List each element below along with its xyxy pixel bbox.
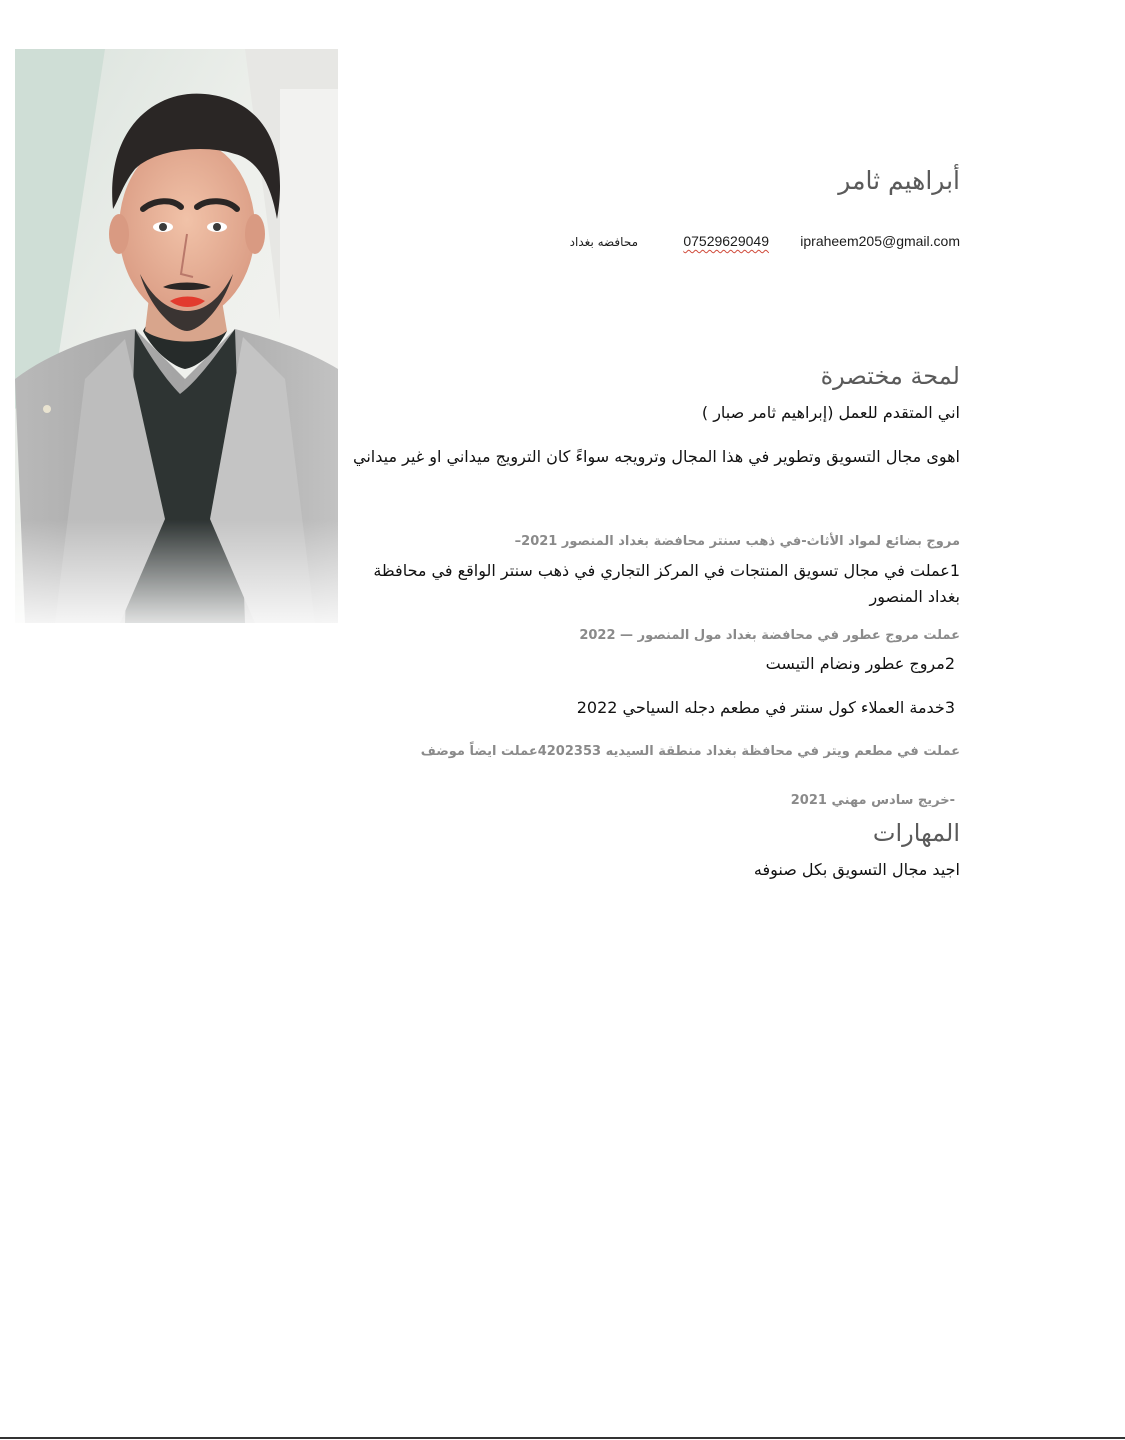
- skills-line-1: اجيد مجال التسويق بكل صنوفه: [753, 860, 960, 879]
- page-bottom-divider: [0, 1437, 1125, 1439]
- candidate-name: أبراهيم ثامر: [838, 166, 960, 195]
- skills-title: المهارات: [872, 819, 960, 847]
- summary-line-2: اهوى مجال التسويق وتطوير في هذا المجال وترويجه سواءً كان الترويج ميداني او غير ميداني: [353, 447, 960, 466]
- city-location: محافضه بغداد: [569, 235, 638, 249]
- job-2-item-2: 3خدمة العملاء كول سنتر في مطعم دجله السياحي 2022: [576, 698, 955, 717]
- job-2-item-1: 2مروج عطور ونضام التيست: [765, 654, 955, 673]
- email-address[interactable]: ipraheem205@gmail.com: [800, 233, 960, 249]
- summary-title: لمحة مختصرة: [820, 362, 960, 390]
- job-1-heading: مروج بضائع لمواد الأثاث-في ذهب سنتر محافضة بغداد المنصور 2021–: [514, 534, 960, 549]
- education-heading: -خريج سادس مهني 2021: [790, 793, 955, 808]
- profile-photo: [15, 49, 338, 623]
- summary-line-1: اني المتقدم للعمل (إبراهيم ثامر صبار ): [701, 403, 960, 422]
- job-1-description: 1عملت في مجال تسويق المنتجات في المركز التجاري في ذهب سنتر الواقع في محافظة بغداد المنصور: [373, 561, 960, 606]
- job-2-heading: عملت مروج عطور في محافضة بغداد مول المنصور — 2022: [579, 628, 960, 643]
- phone-number[interactable]: 07529629049: [683, 233, 769, 249]
- job-3-heading: عملت في مطعم ويتر في محافظة بغداد منطقة السيديه 4202353عملت ايضاً موضف: [420, 744, 960, 759]
